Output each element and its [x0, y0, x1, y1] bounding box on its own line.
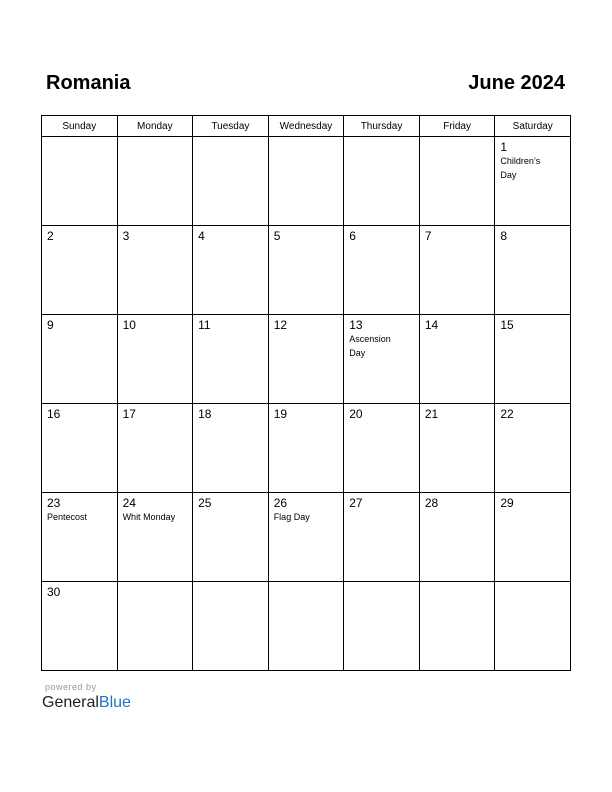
day-cell — [193, 226, 269, 315]
day-cell — [42, 404, 118, 493]
weekday-saturday: Saturday — [495, 116, 571, 137]
day-cell — [344, 137, 420, 226]
day-number: 4 — [198, 229, 205, 243]
holiday-label: Flag Day — [273, 512, 310, 522]
day-cell — [344, 404, 420, 493]
day-number: 3 — [122, 229, 130, 243]
holiday-label: Whit Monday — [122, 512, 176, 522]
day-cell — [419, 493, 495, 582]
day-cell — [268, 315, 344, 404]
day-cell — [42, 137, 118, 226]
day-number: 28 — [424, 496, 439, 510]
day-cell — [495, 315, 571, 404]
day-number: 29 — [500, 496, 514, 510]
day-number: 26 — [273, 496, 288, 510]
day-cell — [42, 315, 118, 404]
day-cell — [344, 315, 420, 404]
brand-name-general: General — [42, 694, 99, 711]
day-cell — [42, 493, 118, 582]
day-number: 13 — [349, 318, 363, 332]
day-number: 16 — [47, 407, 61, 421]
day-number: 7 — [424, 229, 432, 243]
day-number: 24 — [122, 496, 136, 510]
week-row — [42, 226, 571, 315]
day-cell — [193, 493, 269, 582]
day-cell — [117, 315, 193, 404]
week-row — [42, 404, 571, 493]
day-cell — [268, 404, 344, 493]
day-cell — [193, 582, 269, 671]
day-cell — [495, 493, 571, 582]
weekday-tuesday: Tuesday — [193, 116, 269, 137]
day-cell — [344, 493, 420, 582]
day-number: 6 — [349, 229, 356, 243]
day-cell — [193, 404, 269, 493]
day-cell — [495, 404, 571, 493]
day-cell — [117, 137, 193, 226]
weekday-monday: Monday — [117, 116, 193, 137]
day-number: 11 — [198, 318, 211, 332]
day-cell — [344, 226, 420, 315]
day-cell — [419, 404, 495, 493]
month-title: June 2024 — [468, 72, 565, 94]
day-number: 14 — [424, 318, 439, 332]
day-cell — [117, 493, 193, 582]
day-cell — [495, 137, 571, 226]
day-cell — [268, 137, 344, 226]
day-number: 27 — [349, 496, 363, 510]
day-number: 8 — [500, 229, 508, 243]
week-row — [42, 582, 571, 671]
day-cell — [419, 315, 495, 404]
day-cell — [193, 137, 269, 226]
day-number: 30 — [47, 585, 61, 599]
day-number: 21 — [424, 407, 439, 421]
day-number: 12 — [273, 318, 288, 332]
country-title: Romania — [46, 72, 131, 94]
day-cell — [42, 582, 118, 671]
day-number: 23 — [47, 496, 61, 510]
day-number: 25 — [198, 496, 212, 510]
day-cell — [268, 493, 344, 582]
day-cell — [344, 582, 420, 671]
day-cell — [419, 582, 495, 671]
day-cell — [268, 226, 344, 315]
day-cell — [117, 226, 193, 315]
day-cell — [268, 582, 344, 671]
holiday-label: Children’s Day — [500, 156, 541, 180]
day-number: 20 — [349, 407, 363, 421]
day-number: 22 — [500, 407, 514, 421]
day-cell — [495, 582, 571, 671]
day-number: 1 — [500, 140, 508, 154]
day-cell — [117, 582, 193, 671]
day-number: 5 — [273, 229, 281, 243]
day-number: 19 — [273, 407, 288, 421]
day-number: 9 — [47, 318, 54, 332]
day-cell — [419, 226, 495, 315]
day-number: 18 — [198, 407, 212, 421]
weekday-thursday: Thursday — [344, 116, 420, 137]
holiday-label: Ascension Day — [349, 334, 391, 358]
calendar-grid — [41, 115, 571, 671]
day-number: 15 — [500, 318, 514, 332]
day-cell — [193, 315, 269, 404]
day-cell — [495, 226, 571, 315]
day-number: 10 — [122, 318, 136, 332]
brand-logo — [42, 694, 131, 712]
weekday-sunday: Sunday — [42, 116, 118, 137]
day-cell — [117, 404, 193, 493]
day-number: 2 — [47, 229, 54, 243]
week-row — [42, 493, 571, 582]
weekday-wednesday: Wednesday — [268, 116, 344, 137]
day-cell — [419, 137, 495, 226]
day-cell — [42, 226, 118, 315]
week-row — [42, 315, 571, 404]
holiday-label: Pentecost — [47, 512, 88, 522]
brand-name-blue: Blue — [98, 694, 131, 711]
weekday-header-row — [42, 116, 571, 137]
weekday-friday: Friday — [419, 116, 495, 137]
week-row — [42, 137, 571, 226]
powered-by-label: powered by — [45, 682, 97, 692]
day-number: 17 — [122, 407, 136, 421]
